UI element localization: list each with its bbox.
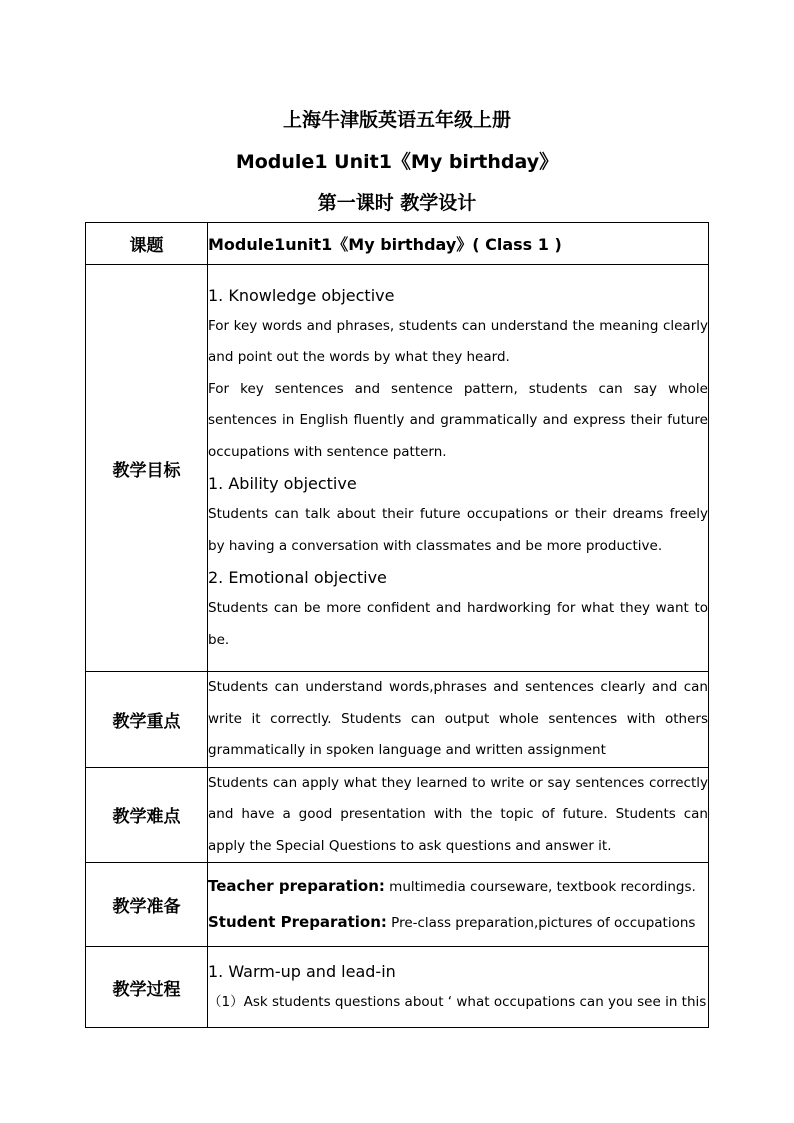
lesson-plan-table [85, 222, 709, 1028]
lesson-subtitle: 第一课时 教学设计 [317, 192, 477, 214]
document-title-block [0, 100, 794, 222]
preparation-content [208, 863, 709, 947]
student-preparation-text: Pre-class preparation,pictures of occupations [386, 914, 696, 931]
teacher-preparation-label: Teacher preparation: [208, 876, 385, 895]
process-content [208, 947, 709, 1028]
teacher-preparation [208, 871, 708, 903]
difficulties-content [208, 767, 709, 863]
knowledge-objective-text-1: For key words and phrases, students can understand the meaning clearly and point out the words by what they heard. [208, 317, 708, 366]
table-row-key-points [86, 672, 709, 768]
document-title: 上海牛津版英语五年级上册 [282, 109, 511, 131]
warm-up-heading: 1. Warm-up and lead-in [208, 961, 396, 981]
table-row-objectives [86, 265, 709, 672]
table-row-topic [86, 223, 709, 265]
process-step-1: （1）Ask students questions about ‘ what occupations can you see in this [208, 993, 707, 1010]
table-row-preparation [86, 863, 709, 947]
table-row-difficulties [86, 767, 709, 863]
difficulties-text: Students can apply what they learned to write or say sentences correctly and have a good presentation with the topic of future. Students can apply the Special Questions to ask questions and answer it. [208, 774, 708, 854]
objectives-label: 教学目标 [86, 265, 208, 672]
emotional-objective-text: Students can be more confident and hardworking for what they want to be. [208, 600, 708, 648]
table-row-process [86, 947, 709, 1028]
process-label: 教学过程 [86, 947, 208, 1028]
ability-objective-text: Students can talk about their future occupations or their dreams freely by having a conversation with classmates and be more productive. [208, 506, 708, 554]
knowledge-objective-text-2: For key sentences and sentence pattern, students can say whole sentences in English fluently and grammatically and express their future occupations with sentence pattern. [208, 380, 708, 460]
teacher-preparation-text: multimedia courseware, textbook recordings. [384, 878, 696, 895]
key-points-label: 教学重点 [86, 672, 208, 768]
module-title: Module1 Unit1《My birthday》 [235, 151, 559, 173]
key-points-content [208, 672, 709, 768]
student-preparation [208, 907, 708, 939]
objectives-content [208, 265, 709, 672]
key-points-text: Students can understand words,phrases and sentences clearly and can write it correctly. Students can output whole sentences with others grammatically in spoken language and written assignment [208, 679, 708, 758]
knowledge-objective-heading: 1. Knowledge objective [208, 285, 395, 305]
topic-value: Module1unit1《My birthday》( Class 1 ) [208, 223, 709, 265]
emotional-objective-heading: 2. Emotional objective [208, 568, 387, 588]
student-preparation-label: Student Preparation: [208, 912, 387, 931]
preparation-label: 教学准备 [86, 863, 208, 947]
ability-objective-heading: 1. Ability objective [208, 474, 357, 494]
topic-label: 课题 [86, 223, 208, 265]
difficulties-label: 教学难点 [86, 767, 208, 863]
